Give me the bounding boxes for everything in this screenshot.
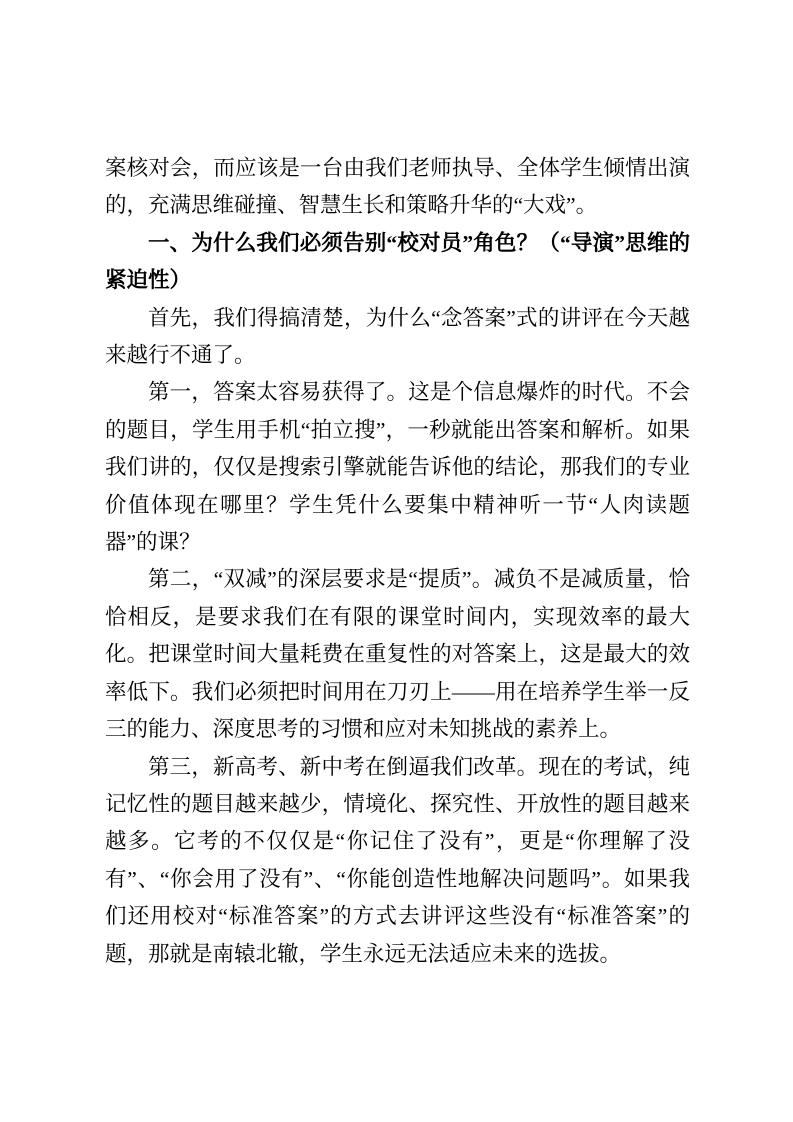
paragraph-point-2: 第二，“双减”的深层要求是“提质”。减负不是减质量，恰恰相反，是要求我们在有限的课堂时间内，实现效率的最大化。把课堂时间大量耗费在重复性的对答案上，这是最大的效率低下。我们必须把时间用在刀刃上——用在培养学生举一反三的能力、深度思考的习惯和应对未知挑战的素养上。 (105, 567, 690, 742)
paragraph-point-3: 第三，新高考、新中考在倒逼我们改革。现在的考试，纯记忆性的题目越来越少，情境化、探究性、开放性的题目越来越多。它考的不仅仅是“你记住了没有”，更是“你理解了没有”、“你会用了没有”、“你能创造性地解决问题吗”。如果我们还用校对“标准答案”的方式去讲评这些没有“标准答案”的题，那就是南辕北辙，学生永远无法适应未来的选拔。 (105, 754, 690, 966)
paragraph-point-1: 第一，答案太容易获得了。这是个信息爆炸的时代。不会的题目，学生用手机“拍立搜”，一秒就能出答案和解析。如果我们讲的，仅仅是搜索引擎就能告诉他的结论，那我们的专业价值体现在哪里？学生凭什么要集中精神听一节“人肉读题器”的课？ (105, 380, 690, 555)
paragraph-continuation: 案核对会，而应该是一台由我们老师执导、全体学生倾情出演的，充满思维碰撞、智慧生长和策略升华的“大戏”。 (105, 156, 690, 218)
paragraph-intro: 首先，我们得搞清楚，为什么“念答案”式的讲评在今天越来越行不通了。 (105, 305, 690, 368)
section-heading: 一、为什么我们必须告别“校对员”角色？（“导演”思维的紧迫性） (105, 230, 690, 293)
